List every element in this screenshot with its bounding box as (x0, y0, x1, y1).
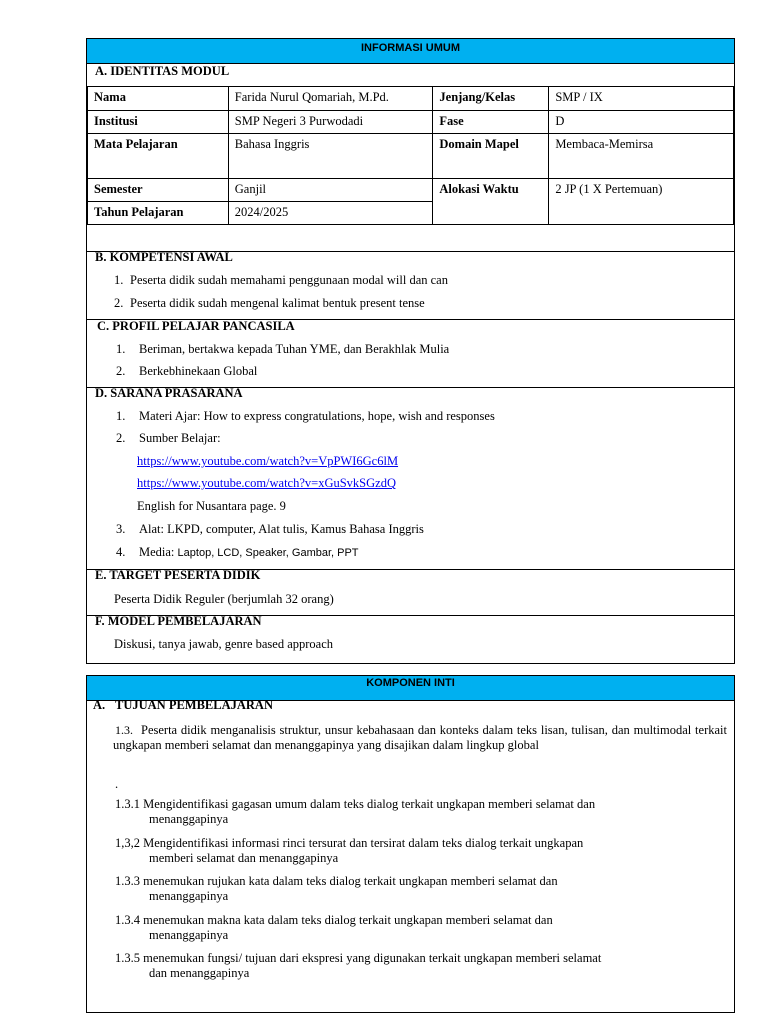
objective-item (115, 951, 729, 980)
informasi-umum-header: INFORMASI UMUM (87, 39, 734, 64)
list-number: 1. (116, 409, 126, 423)
objective-line-2: memberi selamat dan menanggapinya (149, 851, 339, 865)
kompetensi-awal-title: B. KOMPETENSI AWAL (95, 250, 233, 264)
objective-line-1 (115, 951, 729, 966)
media-prefix: Media: (139, 545, 178, 559)
tahun-value: 2024/2025 (228, 202, 433, 225)
kompetensi-awal-section (87, 251, 734, 322)
jenjang-value: SMP / IX (549, 87, 734, 111)
institusi-value: SMP Negeri 3 Purwodadi (228, 111, 433, 134)
list-number: 1. (116, 342, 126, 356)
objective-item (115, 913, 729, 942)
objective-item (115, 836, 729, 865)
sarana-prasarana-title: D. SARANA PRASARANA (95, 386, 243, 400)
identitas-table (87, 86, 734, 228)
tujuan-number: A. (93, 698, 106, 712)
list-number: 2. (116, 431, 126, 445)
model-pembelajaran-section (87, 615, 734, 664)
tahun-label: Tahun Pelajaran (88, 202, 229, 225)
objective-number: 1,3,2 (115, 836, 140, 850)
book-reference: English for Nusantara page. 9 (137, 499, 286, 513)
list-number: 4. (116, 545, 126, 559)
objective-item (115, 874, 729, 903)
list-item: Materi Ajar: How to express congratulations, hope, wish and responses (139, 409, 495, 423)
institusi-label: Institusi (88, 111, 229, 134)
objective-text: Mengidentifikasi gagasan umum dalam teks dialog terkait ungkapan memberi selamat dan (143, 797, 596, 811)
objective-text: menemukan fungsi/ tujuan dari ekspresi yang digunakan terkait ungkapan memberi selamat (143, 951, 602, 965)
list-item: Peserta didik sudah memahami penggunaan modal will dan can (130, 273, 448, 287)
list-number: 1. (114, 273, 124, 287)
komponen-inti-header: KOMPONEN INTI (87, 676, 734, 701)
mapel-value: Bahasa Inggris (228, 134, 433, 179)
semester-value: Ganjil (228, 179, 433, 202)
objective-line-1 (115, 913, 729, 928)
list-number: 3. (116, 522, 126, 536)
list-number: 2. (114, 296, 124, 310)
nama-label: Nama (88, 87, 229, 111)
youtube-link-2[interactable]: https://www.youtube.com/watch?v=xGuSvkSGzdQ (137, 476, 396, 490)
main-objective-body: Peserta didik menganalisis struktur, unsur kebahasaan dan konteks dalam teks lisan, tulisan, dan multimodal terkait ungkapan memberi selamat dan menanggapinya yang disajikan dalam lingkup global (113, 723, 727, 752)
domain-label: Domain Mapel (433, 134, 549, 179)
list-item: Alat: LKPD, computer, Alat tulis, Kamus Bahasa Inggris (139, 522, 424, 536)
informasi-umum-table (86, 38, 735, 664)
model-pembelajaran-title: F. MODEL PEMBELAJARAN (95, 614, 262, 628)
model-pembelajaran-text: Diskusi, tanya jawab, genre based approach (114, 637, 334, 651)
objective-number: 1.3.5 (115, 951, 140, 965)
mapel-label: Mata Pelajaran (88, 134, 229, 179)
main-objective-text (113, 723, 727, 753)
komponen-inti-table (86, 675, 735, 1013)
objective-number: 1.3.1 (115, 797, 140, 811)
list-number: 2. (116, 364, 126, 378)
media-text: Laptop, LCD, Speaker, Gambar, PPT (177, 547, 359, 559)
target-peserta-title: E. TARGET PESERTA DIDIK (95, 568, 261, 582)
list-item: Beriman, bertakwa kepada Tuhan YME, dan Berakhlak Mulia (139, 342, 450, 356)
main-objective-number: 1.3. (115, 723, 133, 737)
objective-item (115, 797, 729, 826)
objective-line-2: menanggapinya (149, 889, 229, 903)
domain-value: Membaca-Memirsa (549, 134, 734, 179)
list-item: Sumber Belajar: (139, 431, 221, 445)
youtube-link-1[interactable]: https://www.youtube.com/watch?v=VpPWI6Gc6lM (137, 454, 399, 468)
objective-text: menemukan rujukan kata dalam teks dialog terkait ungkapan memberi selamat dan (143, 874, 558, 888)
list-item: Berkebhinekaan Global (139, 364, 258, 378)
objective-line-1 (115, 874, 729, 889)
objective-line-2: menanggapinya (149, 812, 229, 826)
objective-line-2: dan menanggapinya (149, 966, 250, 980)
nama-value: Farida Nurul Qomariah, M.Pd. (228, 87, 433, 111)
profil-pancasila-section (87, 319, 734, 387)
alokasi-value: 2 JP (1 X Pertemuan) (549, 179, 734, 225)
fase-value: D (549, 111, 734, 134)
jenjang-label: Jenjang/Kelas (433, 87, 549, 111)
objective-line-1 (115, 797, 729, 812)
target-peserta-section (87, 569, 734, 617)
identitas-section-title-row (87, 63, 734, 87)
objective-line-2: menanggapinya (149, 928, 229, 942)
semester-label: Semester (88, 179, 229, 202)
list-item: Peserta didik sudah mengenal kalimat bentuk present tense (130, 296, 425, 310)
alokasi-label: Alokasi Waktu (433, 179, 549, 225)
tujuan-title: TUJUAN PEMBELAJARAN (115, 698, 273, 712)
objective-number: 1.3.3 (115, 874, 140, 888)
objective-text: Mengidentifikasi informasi rinci tersurat dan tersirat dalam teks dialog terkait ungkapan (143, 836, 584, 850)
identitas-title: A. IDENTITAS MODUL (95, 64, 230, 78)
target-peserta-text: Peserta Didik Reguler (berjumlah 32 orang) (114, 592, 334, 606)
fase-label: Fase (433, 111, 549, 134)
objective-line-1 (115, 836, 729, 851)
objective-text: menemukan makna kata dalam teks dialog terkait ungkapan memberi selamat dan (143, 913, 553, 927)
objective-number: 1.3.4 (115, 913, 140, 927)
profil-pancasila-title: C. PROFIL PELAJAR PANCASILA (97, 319, 295, 333)
list-item (139, 545, 359, 560)
stray-dot: . (115, 777, 119, 791)
sarana-prasarana-section (87, 387, 734, 571)
